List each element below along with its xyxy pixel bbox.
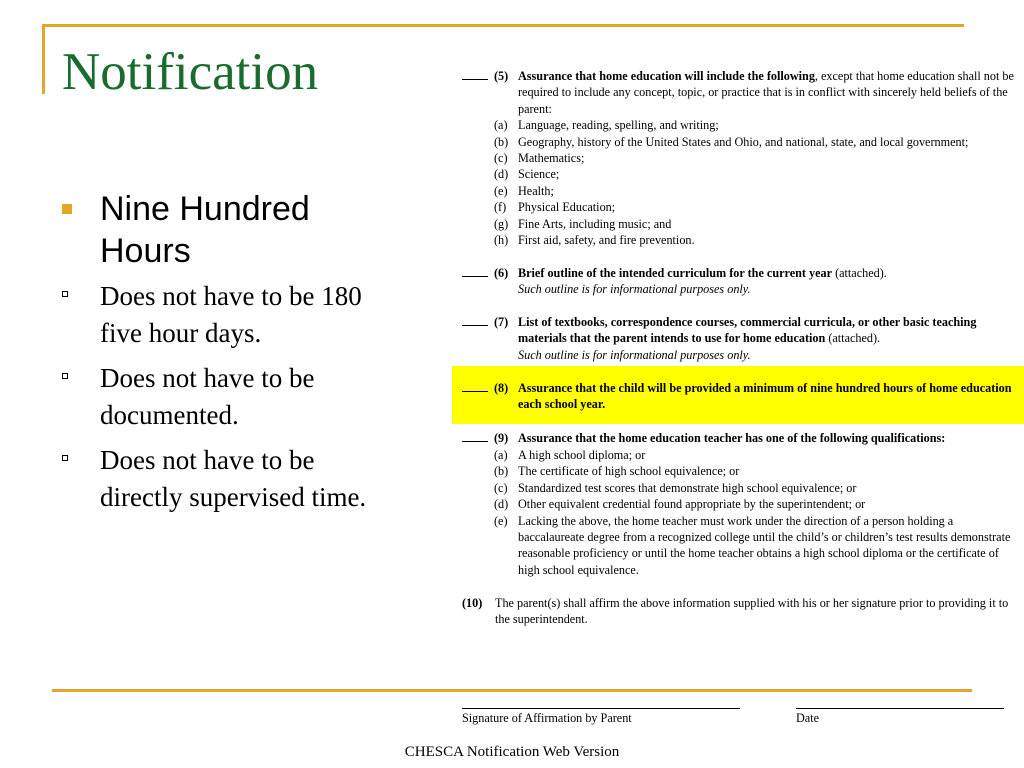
sub-item-text: Language, reading, spelling, and writing;	[518, 118, 719, 133]
item-italic-note: Such outline is for informational purposes only.	[518, 347, 751, 362]
item-bold-text: Assurance that the child will be provided a minimum of nine hundred hours of home education each school year.	[518, 380, 1012, 412]
sub-item	[494, 496, 1014, 512]
sub-item-text: Other equivalent credential found appropriate by the superintendent; or	[518, 497, 866, 512]
sub-item-letter: (e)	[494, 183, 508, 198]
sub-item-letter: (a)	[494, 118, 508, 133]
form-item-10	[452, 595, 1024, 628]
item-number: (7)	[494, 315, 509, 330]
form-item-9	[452, 430, 1024, 578]
sub-item-text: A high school diploma; or	[518, 447, 646, 462]
sub-item	[494, 183, 1014, 199]
sub-item-letter: (e)	[494, 513, 508, 528]
slide-footer: CHESCA Notification Web Version	[404, 744, 620, 760]
bottom-rule	[52, 689, 972, 692]
spacer	[452, 248, 1024, 264]
check-blank	[462, 441, 488, 442]
sub-item	[494, 447, 1014, 463]
sub-bullet	[62, 278, 382, 352]
hollow-square-bullet-icon	[62, 373, 68, 379]
parent-signature-label: Signature of Affirmation by Parent	[462, 711, 632, 725]
sub-item-letter: (c)	[494, 151, 508, 166]
sub-item-text: Science;	[518, 167, 560, 182]
sub-item-letter: (c)	[494, 480, 508, 495]
sub-item-text: Fine Arts, including music; and	[518, 216, 672, 231]
bullet-list	[62, 188, 382, 524]
sub-item-letter: (g)	[494, 216, 509, 231]
date-label: Date	[796, 711, 820, 725]
sub-item	[494, 480, 1014, 496]
sub-item-text: The certificate of high school equivalence; or	[518, 464, 740, 479]
item-number: (6)	[494, 265, 509, 280]
sub-bullet-text: Does not have to be documented.	[100, 363, 315, 430]
hollow-square-bullet-icon	[62, 455, 68, 461]
item-text: The parent(s) shall affirm the above information supplied with his or her signature prior to providing it to the superintendent.	[495, 595, 1009, 626]
sub-item	[494, 463, 1014, 479]
sub-bullet-text: Does not have to be directly supervised time.	[100, 445, 367, 512]
hollow-square-bullet-icon	[62, 291, 68, 297]
sub-item-text: Lacking the above, the home teacher must work under the direction of a person holding a baccalaureate degree from a recognized college until the child’s or children’s test results demonstrate reasonable proficiency or until the home teacher obtains a high school diploma or the certificate of high school equivalence.	[518, 513, 1011, 577]
spacer	[452, 578, 1024, 594]
slide-title: Notification	[62, 43, 319, 101]
form-item-5	[452, 68, 1024, 248]
form-item-8-highlighted	[452, 366, 1024, 425]
parent-signature-line[interactable]	[462, 708, 740, 709]
sub-item	[494, 232, 1014, 248]
check-blank	[462, 325, 488, 326]
sub-item-text: Physical Education;	[518, 200, 616, 215]
top-rule	[42, 24, 964, 27]
sub-item	[494, 150, 1014, 166]
sub-item-letter: (d)	[494, 167, 509, 182]
sub-item	[494, 199, 1014, 215]
sub-item	[494, 166, 1014, 182]
item-bold-text: Brief outline of the intended curriculum for the current year	[518, 265, 833, 280]
form-item-7	[452, 314, 1024, 363]
item-text: (attached).	[825, 331, 881, 346]
item-number: (10)	[462, 595, 483, 610]
item-italic-note: Such outline is for informational purposes only.	[518, 282, 751, 297]
sub-item-text: Mathematics;	[518, 151, 585, 166]
sub-item	[494, 134, 1014, 150]
sub-item-text: Standardized test scores that demonstrate high school equivalence; or	[518, 480, 857, 495]
sub-item-letter: (f)	[494, 200, 507, 215]
item-text: (attached).	[832, 265, 887, 280]
sub-item-letter: (d)	[494, 497, 509, 512]
check-blank	[462, 391, 488, 392]
item-bold-text: Assurance that home education will include the following	[518, 69, 815, 83]
sub-item	[494, 117, 1014, 133]
item-number: (8)	[494, 380, 509, 395]
sub-item-text: Health;	[518, 183, 554, 198]
sub-item-letter: (h)	[494, 233, 509, 248]
form-item-6	[452, 265, 1024, 298]
date-line[interactable]	[796, 708, 1004, 709]
square-bullet-icon	[62, 204, 72, 214]
notification-form-excerpt	[452, 68, 1024, 627]
sub-item-text: Geography, history of the United States and Ohio, and national, state, and local government;	[518, 134, 969, 149]
item-number: (9)	[494, 431, 509, 446]
item-bold-text: List of textbooks, correspondence courses, commercial curricula, or other basic teaching materials that the parent intends to use for home education	[518, 315, 977, 346]
check-blank	[462, 276, 488, 277]
sub-bullet	[62, 442, 382, 516]
sub-item-letter: (b)	[494, 464, 509, 479]
sub-item	[494, 216, 1014, 232]
sub-bullet-text: Does not have to be 180 five hour days.	[100, 281, 362, 348]
sub-item-text: First aid, safety, and fire prevention.	[518, 233, 695, 248]
sub-bullet	[62, 360, 382, 434]
sub-item-letter: (a)	[494, 447, 508, 462]
sub-item-letter: (b)	[494, 134, 509, 149]
sub-item	[494, 513, 1014, 579]
bullet-heading-text: Nine Hundred Hours	[100, 190, 310, 270]
bullet-heading	[62, 188, 382, 272]
left-rule	[42, 24, 45, 94]
item-text: , except that home education shall not be required to include any concept, topic, or practice that is in conflict with sincerely held beliefs of the parent:	[518, 69, 1014, 116]
spacer	[452, 298, 1024, 314]
check-blank	[462, 79, 488, 80]
item-number: (5)	[494, 69, 509, 83]
item-bold-text: Assurance that the home education teacher has one of the following qualifications:	[518, 431, 946, 446]
